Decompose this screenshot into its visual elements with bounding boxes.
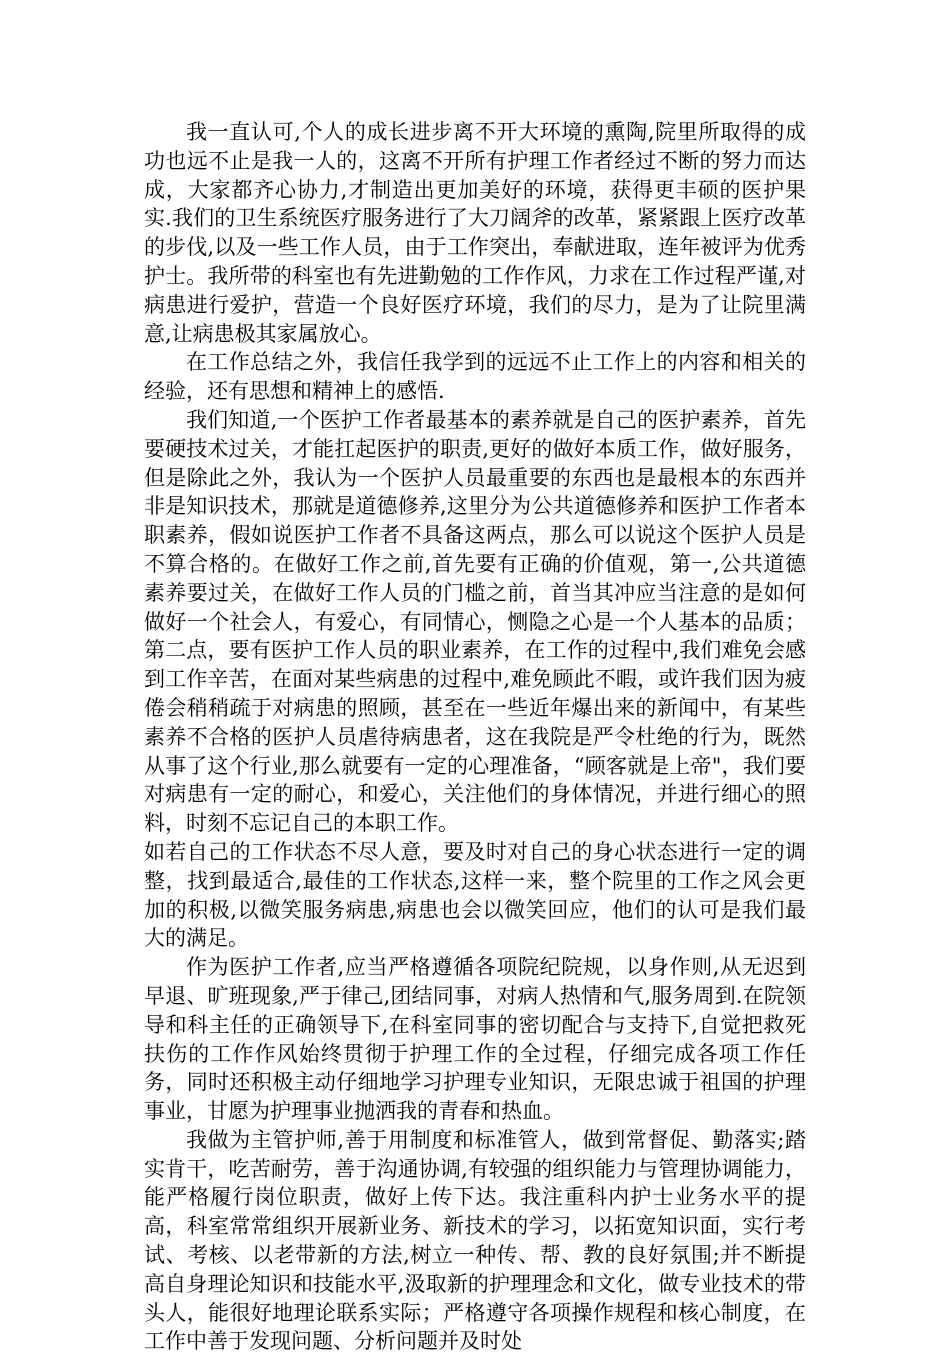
paragraph-2: 在工作总结之外，我信任我学到的远远不止工作上的内容和相关的经验，还有思想和精神上的感悟. [144,350,806,404]
paragraph-4: 如若自己的工作状态不尽人意，要及时对自己的身心状态进行一定的调整，找到最适合,最佳的工作状态,这样一来，整个院里的工作之风会更加的积极,以微笑服务病患,病患也会以微笑回应，他们的认可是我们最大的满足。 [144,839,806,951]
document-body [144,118,806,1356]
paragraph-5: 作为医护工作者,应当严格遵循各项院纪院规，以身作则,从无迟到早退、旷班现象,严于律己,团结同事，对病人热情和气,服务周到.在院领导和科主任的正确领导下,在科室同事的密切配合与支持下,自觉把救死扶伤的工作作风始终贯彻于护理工作的全过程，仔细完成各项工作任务，同时还积极主动仔细地学习护理专业知识，无限忠诚于祖国的护理事业，甘愿为护理事业抛洒我的青春和热血。 [144,955,806,1124]
paragraph-3: 我们知道,一个医护工作者最基本的素养就是自己的医护素养，首先要硬技术过关，才能扛起医护的职责,更好的做好本质工作，做好服务，但是除此之外，我认为一个医护人员最重要的东西也是最根本的东西并非是知识技术，那就是道德修养,这里分为公共道德修养和医护工作者本职素养，假如说医护工作者不具备这两点，那么可以说这个医护人员是不算合格的。在做好工作之前,首先要有正确的价值观，第一,公共道德素养要过关，在做好工作人员的门槛之前，首当其冲应当注意的是如何做好一个社会人，有爱心，有同情心，恻隐之心是一个人基本的品质；第二点，要有医护工作人员的职业素养，在工作的过程中,我们难免会感到工作辛苦，在面对某些病患的过程中,难免顾此不暇，或许我们因为疲倦会稍稍疏于对病患的照顾，甚至在一些近年爆出来的新闻中，有某些素养不合格的医护人员虐待病患者，这在我院是严令杜绝的行为，既然从事了这个行业,那么就要有一定的心理准备，“顾客就是上帝"，我们要对病患有一定的耐心，和爱心，关注他们的身体情况，并进行细心的照料，时刻不忘记自己的本职工作。 [144,407,806,836]
paragraph-6: 我做为主管护师,善于用制度和标准管人，做到常督促、勤落实;踏实肯干，吃苦耐劳，善于沟通协调,有较强的组织能力与管理协调能力，能严格履行岗位职责，做好上传下达。我注重科内护士业务水平的提高，科室常常组织开展新业务、新技术的学习，以拓宽知识面，实行考试、考核、以老带新的方法,树立一种传、帮、教的良好氛围;并不断提高自身理论知识和技能水平,汲取新的护理理念和文化，做专业技术的带头人，能很好地理论联系实际；严格遵守各项操作规程和核心制度，在工作中善于发现问题、分析问题并及时处 [144,1127,806,1354]
paragraph-1: 我一直认可,个人的成长进步离不开大环境的熏陶,院里所取得的成功也远不止是我一人的，这离不开所有护理工作者经过不断的努力而达成，大家都齐心协力,才制造出更加美好的环境，获得更丰硕的医护果实.我们的卫生系统医疗服务进行了大刀阔斧的改革，紧紧跟上医疗改革的步伐,以及一些工作人员，由于工作突出，奉献进取，连年被评为优秀护士。我所带的科室也有先进勤勉的工作作风，力求在工作过程严谨,对病患进行爱护，营造一个良好医疗环境，我们的尽力，是为了让院里满意,让病患极其家属放心。 [144,120,806,346]
